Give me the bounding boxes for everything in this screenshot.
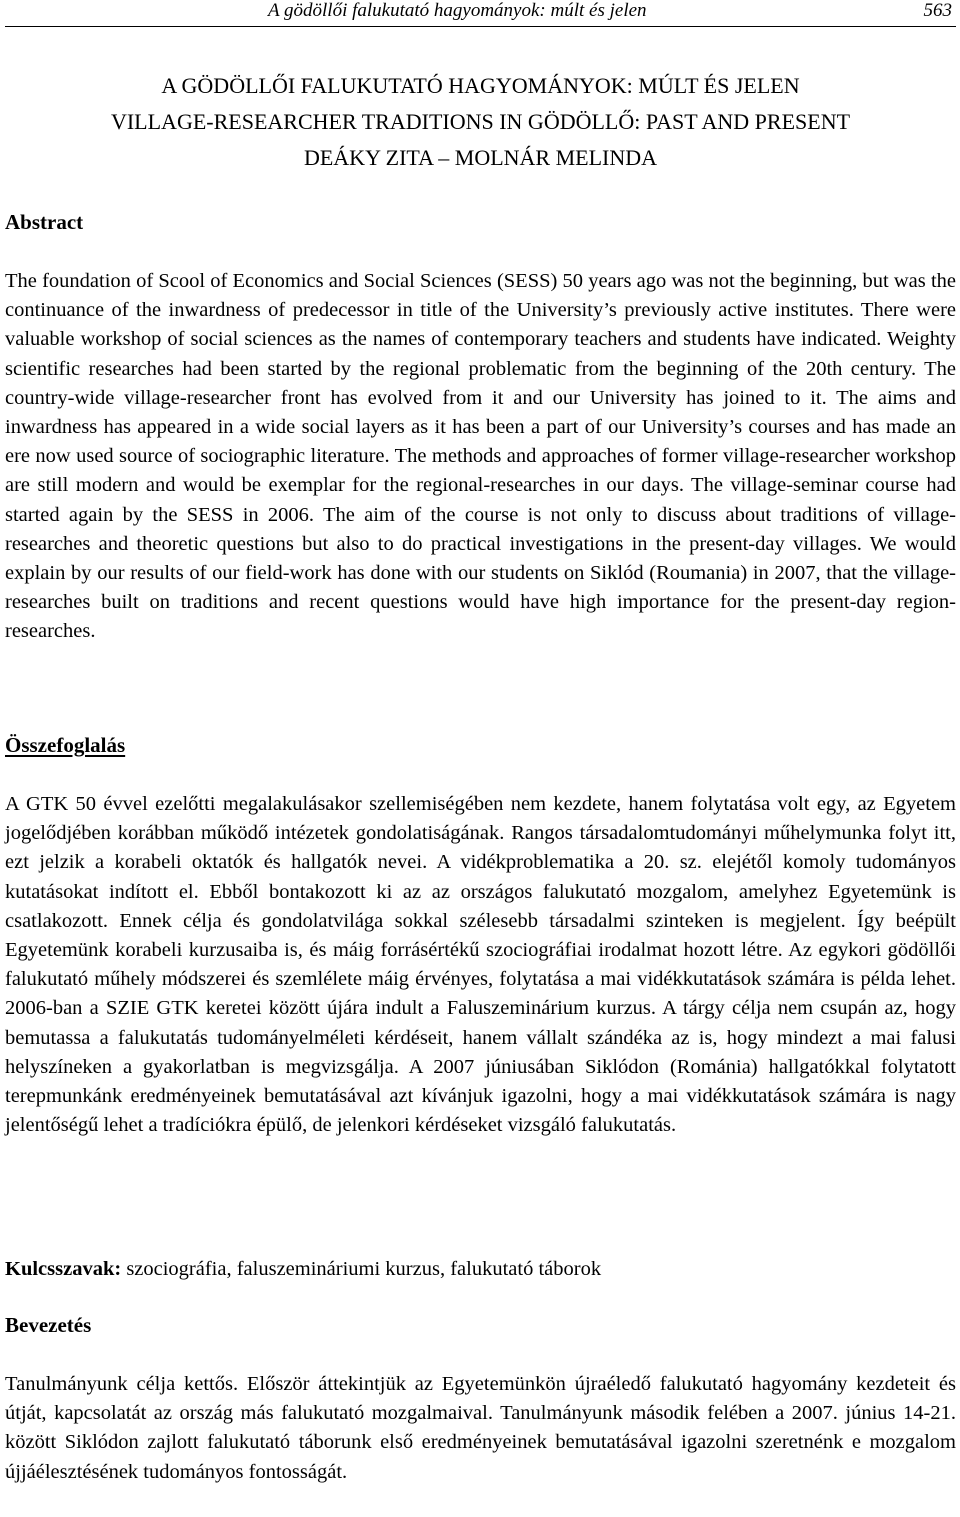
bevezetes-text: Tanulmányunk célja kettős. Először áttekintjük az Egyetemünkön újraéledő falukutató hagyomány kezdeteit és útját, kapcsolatát az ország más falukutató mozgalmaival. Tanulmányunk második felében a 2007. június 14-21. között Siklódon zajlott falukutató táborunk első eredményeinek bemutatásával igazolni szeretnénk e mozgalom újjáélesztésének tudományos fontosságát. [5,1373,956,1483]
title-english: VILLAGE-RESEARCHER TRADITIONS IN GÖDÖLLŐ: PAST AND PRESENT [110,109,851,134]
keywords-text: szociográfia, faluszemináriumi kurzus, falukutató táborok [121,1258,602,1280]
running-title: A gödöllői falukutató hagyományok: múlt és jelen [268,0,647,21]
abstract-heading: Abstract [5,210,84,234]
abstract-text: The foundation of Scool of Economics and Social Sciences (SESS) 50 years ago was not the beginning, but was the continuance of the inwardness of predecessor in title of the University’s previously active institutes. There were valuable workshop of social sciences as the names of contemporary teachers and students have indicated. Weighty scientific researches had been started by the regional problematic from the beginning of the 20th century. The country-wide village-researcher front has evolved from it and our University has joined to it. The aims and inwardness has appeared in a wide social layers as it has been a part of our University’s courses and has made an ere now used source of sociographic literature. The methods and approaches of former village-researcher workshop are still modern and would be exemplar for the regional-researches in our days. The village-seminar course had started again by the SESS in 2006. The aim of the course is not only to discuss about traditions of village-researches and theoretic questions but also to do practical investigations in the present-day villages. We would explain by our results of our field-work has done with our students on Siklód (Roumania) in 2007, that the village-researches built on traditions and recent questions would have high importance for the present-day region-researches. [5,270,956,643]
title-block [5,68,956,176]
running-header [5,0,956,27]
keywords-label: Kulcsszavak: [5,1258,122,1280]
keywords [5,1255,601,1284]
title-hungarian: A GÖDÖLLŐI FALUKUTATÓ HAGYOMÁNYOK: MÚLT ÉS JELEN [161,73,800,98]
authors: DEÁKY ZITA – MOLNÁR MELINDA [303,145,658,170]
bevezetes-heading: Bevezetés [5,1313,92,1337]
page-number: 563 [923,0,952,21]
osszefoglalas-text: A GTK 50 évvel ezelőtti megalakulásakor szellemiségében nem kezdete, hanem folytatása volt egy, az Egyetem jogelődjében korábban működő intézetek gondolatiságának. Rangos társadalomtudományi műhelymunka folyt itt, ezt jelzik a korabeli oktatók és hallgatók nevei. A vidékproblematika a 20. sz. elejétől komoly tudományos kutatásokat indított el. Ebből bontakozott ki az az országos falukutató mozgalom, amelyhez Egyetemünk is csatlakozott. Ennek célja és gondolatvilága sokkal szélesebb társadalmi szinteken is megjelent. Így beépült Egyetemünk korabeli kurzusaiba is, és máig forrásértékű szociográfiai irodalmat hozott létre. Az egykori gödöllői falukutató műhely módszerei és szemlélete máig érvényes, folytatása a mai vidékkutatások számára is példa lehet. 2006-ban a SZIE GTK keretei között újára indult a Faluszeminárium kurzus. A tárgy célja nem csupán az, hogy bemutassa a falukutatás tudományelméleti kérdéseit, hanem vállalt szándéka az is, hogy mindezt a mai falusi helyszíneken a gyakorlatban is megvizsgálja. A 2007 júniusában Siklódon (Románia) hallgatókkal folytatott terepmunkánk eredményeinek bemutatásával azt kívánjuk igazolni, hogy a mai vidékkutatások számára is nagy jelentőségű lehet a tradíciókra épülő, de jelenkori kérdéseket vizsgáló falukutatás. [5,793,956,1137]
osszefoglalas-heading: Összefoglalás [5,733,126,757]
